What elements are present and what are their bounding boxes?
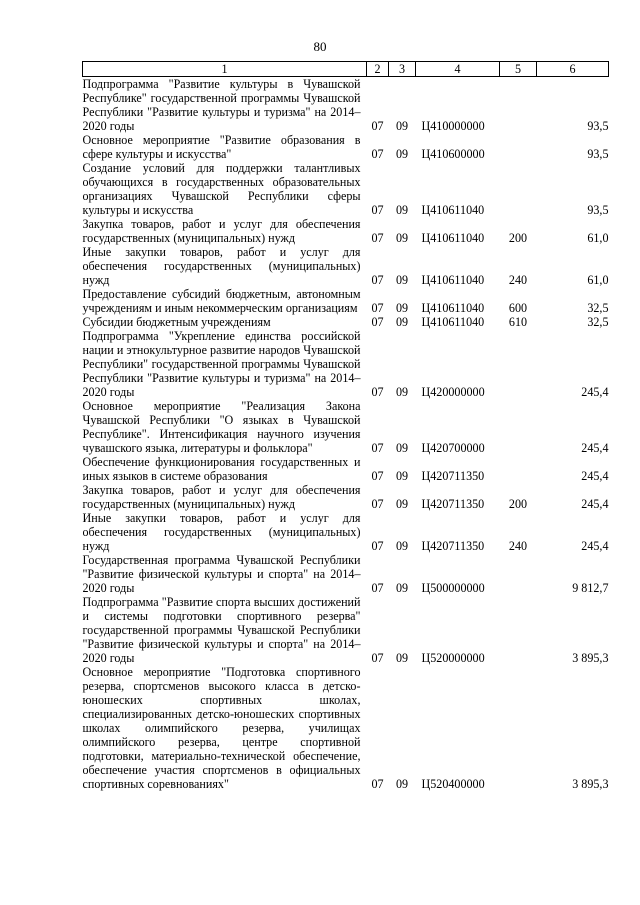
row-expense-type xyxy=(500,595,537,665)
row-section: 07 xyxy=(371,147,384,161)
row-section: 07 xyxy=(371,385,384,399)
table-row xyxy=(83,161,609,217)
row-target-code: Ц410611040 xyxy=(421,315,485,329)
row-target-code: Ц410611040 xyxy=(421,301,485,315)
row-target-code: Ц420000000 xyxy=(421,385,485,399)
row-expense-type xyxy=(500,77,537,134)
table-row xyxy=(83,595,609,665)
row-amount: 32,5 xyxy=(587,315,609,329)
row-expense-type xyxy=(500,399,537,455)
row-target-code: Ц410611040 xyxy=(421,231,485,245)
row-name: Закупка товаров, работ и услуг для обеспечения государственных (муниципальных) нужд xyxy=(82,483,361,511)
row-target-code: Ц420700000 xyxy=(421,441,485,455)
row-expense-type: 200 xyxy=(508,231,528,245)
row-subsection: 09 xyxy=(395,119,409,133)
row-section: 07 xyxy=(371,273,384,287)
row-amount: 3 895,3 xyxy=(572,777,609,791)
row-amount: 93,5 xyxy=(587,119,609,133)
row-subsection: 09 xyxy=(395,651,409,665)
row-amount: 9 812,7 xyxy=(572,581,609,595)
row-expense-type xyxy=(500,133,537,161)
row-expense-type: 240 xyxy=(508,539,528,553)
column-header-name: 1 xyxy=(83,62,367,77)
column-header-expense-type: 5 xyxy=(500,62,537,77)
table-row xyxy=(83,245,609,287)
row-amount: 61,0 xyxy=(587,231,609,245)
row-subsection: 09 xyxy=(395,441,409,455)
row-amount: 245,4 xyxy=(581,539,609,553)
row-subsection: 09 xyxy=(395,777,409,791)
row-expense-type: 610 xyxy=(508,315,528,329)
row-name: Иные закупки товаров, работ и услуг для обеспечения государственных (муниципальных) нужд xyxy=(82,245,361,287)
table-row xyxy=(83,217,609,245)
row-name: Иные закупки товаров, работ и услуг для обеспечения государственных (муниципальных) нужд xyxy=(82,511,361,553)
row-name: Субсидии бюджетным учреждениям xyxy=(82,315,271,329)
row-expense-type xyxy=(500,553,537,595)
row-name: Закупка товаров, работ и услуг для обеспечения государственных (муниципальных) нужд xyxy=(82,217,361,245)
row-target-code: Ц520000000 xyxy=(421,651,485,665)
row-section: 07 xyxy=(371,119,384,133)
row-section: 07 xyxy=(371,315,384,329)
column-header-amount: 6 xyxy=(537,62,609,77)
row-name: Основное мероприятие "Реализация Закона Чувашской Республики "О языках в Чувашской Республике". Интенсификация научного изучения чувашского языка, литературы и фольклора" xyxy=(82,399,361,455)
column-header-target-code: 4 xyxy=(416,62,500,77)
row-expense-type xyxy=(500,665,537,791)
row-amount: 3 895,3 xyxy=(572,651,609,665)
row-target-code: Ц520400000 xyxy=(421,777,485,791)
row-section: 07 xyxy=(371,301,384,315)
row-section: 07 xyxy=(371,497,384,511)
table-row xyxy=(83,665,609,791)
row-target-code: Ц420711350 xyxy=(421,469,485,483)
row-target-code: Ц410611040 xyxy=(421,203,485,217)
row-subsection: 09 xyxy=(395,203,409,217)
row-amount: 32,5 xyxy=(587,301,609,315)
table-body xyxy=(83,77,609,792)
row-amount: 245,4 xyxy=(581,469,609,483)
row-expense-type: 600 xyxy=(508,301,528,315)
table-row xyxy=(83,329,609,399)
row-expense-type: 240 xyxy=(508,273,528,287)
column-header-subsection: 3 xyxy=(389,62,416,77)
row-name: Создание условий для поддержки талантливых обучающихся в государственных образовательных организациях Чувашской Республики сферы культуры и искусства xyxy=(82,161,361,217)
row-section: 07 xyxy=(371,469,384,483)
row-section: 07 xyxy=(371,777,384,791)
row-expense-type: 200 xyxy=(508,497,528,511)
row-amount: 93,5 xyxy=(587,203,609,217)
table-row xyxy=(83,133,609,161)
row-target-code: Ц420711350 xyxy=(421,497,485,511)
row-amount: 93,5 xyxy=(587,147,609,161)
row-target-code: Ц420711350 xyxy=(421,539,485,553)
row-amount: 61,0 xyxy=(587,273,609,287)
row-expense-type xyxy=(500,161,537,217)
row-name: Государственная программа Чувашской Республики "Развитие физической культуры и спорта" на 2014–2020 годы xyxy=(82,553,361,595)
row-name: Обеспечение функционирования государственных и иных языков в системе образования xyxy=(82,455,361,483)
row-target-code: Ц410000000 xyxy=(421,119,485,133)
row-name: Основное мероприятие "Подготовка спортивного резерва, спортсменов высокого класса в детско-юношеских спортивных школах, специализированных детско-юношеских спортивных школах олимпийского резерва, училищах олимпийского резерва, центре спортивной подготовки, материально-технической обеспечение, обеспечение участия спортсменов в официальных спортивных соревнованиях" xyxy=(82,665,361,791)
column-number-row xyxy=(83,62,609,77)
row-subsection: 09 xyxy=(395,301,409,315)
table-header xyxy=(83,62,609,77)
row-section: 07 xyxy=(371,539,384,553)
row-subsection: 09 xyxy=(395,581,409,595)
row-name: Подпрограмма "Укрепление единства российской нации и этнокультурное развитие народов Чувашской Республики" государственной программы Чувашской Республики "Развитие культуры и туризма" на 2014–2020 годы xyxy=(82,329,361,399)
row-target-code: Ц500000000 xyxy=(421,581,485,595)
row-subsection: 09 xyxy=(395,539,409,553)
row-target-code: Ц410600000 xyxy=(421,147,485,161)
row-section: 07 xyxy=(371,441,384,455)
row-target-code: Ц410611040 xyxy=(421,273,485,287)
table-row xyxy=(83,483,609,511)
row-subsection: 09 xyxy=(395,315,409,329)
row-section: 07 xyxy=(371,581,384,595)
row-subsection: 09 xyxy=(395,273,409,287)
row-subsection: 09 xyxy=(395,497,409,511)
row-subsection: 09 xyxy=(395,231,409,245)
table-row xyxy=(83,315,609,329)
table-row xyxy=(83,287,609,315)
row-subsection: 09 xyxy=(395,385,409,399)
row-section: 07 xyxy=(371,231,384,245)
table-row xyxy=(83,553,609,595)
row-name: Основное мероприятие "Развитие образования в сфере культуры и искусства" xyxy=(82,133,361,161)
row-subsection: 09 xyxy=(395,147,409,161)
row-section: 07 xyxy=(371,651,384,665)
row-name: Подпрограмма "Развитие культуры в Чувашской Республике" государственной программы Чувашской Республики "Развитие культуры и туризма" на 2014–2020 годы xyxy=(82,77,361,133)
row-name: Подпрограмма "Развитие спорта высших достижений и системы подготовки спортивного резерва" государственной программы Чувашской Республики "Развитие физической культуры и спорта" на 2014–2020 годы xyxy=(82,595,361,665)
table-row xyxy=(83,455,609,483)
table-row xyxy=(83,77,609,134)
row-amount: 245,4 xyxy=(581,497,609,511)
row-name: Предоставление субсидий бюджетным, автономным учреждениям и иным некоммерческим организациям xyxy=(82,287,361,315)
row-subsection: 09 xyxy=(395,469,409,483)
row-amount: 245,4 xyxy=(581,385,609,399)
row-section: 07 xyxy=(371,203,384,217)
row-expense-type xyxy=(500,455,537,483)
page-number: 80 xyxy=(313,39,327,54)
row-expense-type xyxy=(500,329,537,399)
budget-table xyxy=(82,61,609,791)
column-header-section: 2 xyxy=(367,62,389,77)
table-row xyxy=(83,511,609,553)
table-row xyxy=(83,399,609,455)
row-amount: 245,4 xyxy=(581,441,609,455)
